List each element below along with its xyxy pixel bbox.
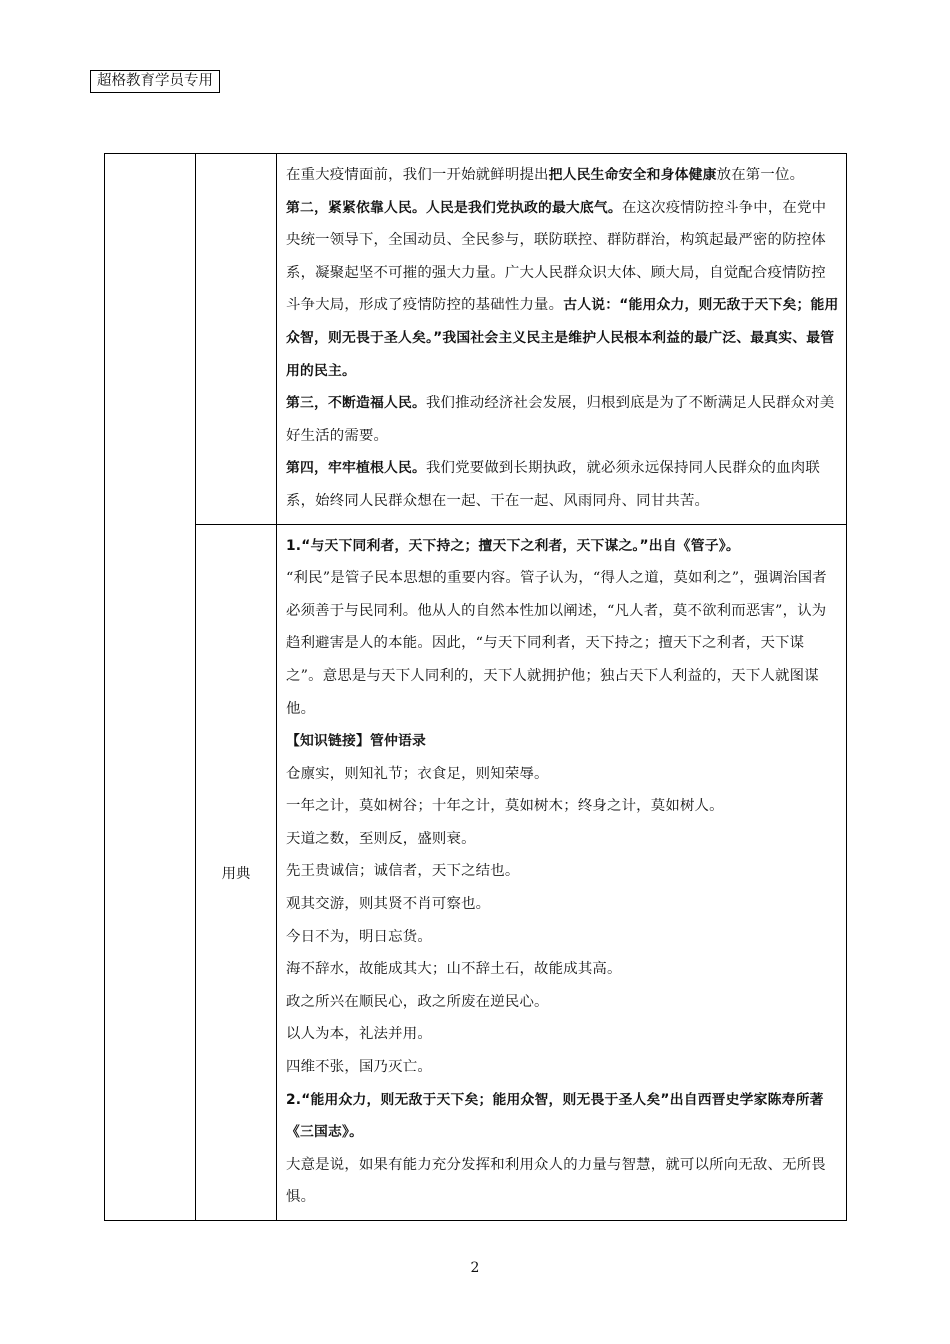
list-item: 以人为本，礼法并用。: [286, 1026, 432, 1043]
list-item: 仓廪实，则知礼节；衣食足，则知荣辱。: [286, 765, 549, 782]
empty-label-cell: [196, 154, 277, 525]
bold-text: 把人民生命安全和身体健康: [548, 167, 717, 183]
list-item: 先王贵诚信；诚信者，天下之结也。: [286, 863, 520, 880]
row-label-yongdian: 用典: [196, 524, 277, 1220]
table-row: [105, 154, 847, 525]
allusion-two-body: 大意是说，如果有能力充分发挥和利用众人的力量与智慧，就可以所向无敌、无所畏惧。: [286, 1156, 826, 1206]
list-item: 天道之数，至则反，盛则衰。: [286, 830, 476, 847]
bold-text: 古人说：“能用众力，则无敌于天下矣；能用众智，则无畏于圣人矣。”我国社会主义民主是维护人民根本利益的最广泛、最真实、最管用的民主。: [286, 297, 839, 379]
list-item: 海不辞水，故能成其大；山不辞土石，故能成其高。: [286, 961, 622, 978]
page-number: 2: [470, 1260, 480, 1276]
guanzhong-quotes-list: [286, 758, 839, 1084]
content-table: [104, 153, 847, 1221]
list-item: 政之所兴在顺民心，政之所废在逆民心。: [286, 993, 549, 1010]
list-item: 一年之计，莫如树谷；十年之计，莫如树木；终身之计，莫如树人。: [286, 798, 724, 815]
allusion-one-body: “利民”是管子民本思想的重要内容。管子认为，“得人之道，莫如利之”，强调治国者必须善于与民同利。他从人的自然本性加以阐述，“凡人者，莫不欲利而恶害”，认为趋利避害是人的本能。因此，“与天下同利者，天下持之；擅天下之利者，天下谋之”。意思是与天下人同利的，天下人就拥护他；独占天下人利益的，天下人就图谋他。: [286, 570, 827, 717]
bold-text: 第二，紧紧依靠人民。人民是我们党执政的最大底气。: [286, 199, 622, 216]
empty-first-column: [105, 154, 196, 1221]
bold-text: 第三，不断造福人民。: [286, 395, 426, 412]
table-row: [105, 524, 847, 1220]
bold-text: 第四，牢牢植根人民。: [286, 460, 426, 477]
paragraph-point-four: 第四，牢牢植根人民。我们党要做到长期执政，就必须永远保持同人民群众的血肉联系，始终同人民群众想在一起、干在一起、风雨同舟、同甘共苦。: [286, 460, 820, 509]
paragraph-point-three: 第三，不断造福人民。我们推动经济社会发展，归根到底是为了不断满足人民群众对美好生活的需要。: [286, 395, 835, 444]
allusion-one-title: 1.“与天下同利者，天下持之；擅天下之利者，天下谋之。”出自《管子》。: [286, 537, 740, 554]
content-cell-points: [277, 154, 847, 525]
paragraph-first-priority: 在重大疫情面前，我们一开始就鲜明提出把人民生命安全和身体健康放在第一位。: [286, 167, 805, 183]
knowledge-link-title: 【知识链接】管仲语录: [286, 733, 426, 750]
paragraph-point-two: 第二，紧紧依靠人民。人民是我们党执政的最大底气。在这次疫情防控斗争中，在党中央统一领导下，全国动员、全民参与，联防联控、群防群治，构筑起最严密的防控体系，凝聚起坚不可摧的强大力量。广大人民群众识大体、顾大局，自觉配合疫情防控斗争大局，形成了疫情防控的基础性力量。古人说：“能用众力，则无敌于天下矣；能用众智，则无畏于圣人矣。”我国社会主义民主是维护人民根本利益的最广泛、最真实、最管用的民主。: [286, 199, 839, 379]
content-cell-allusions: [277, 524, 847, 1220]
list-item: 观其交游，则其贤不肖可察也。: [286, 896, 491, 913]
allusion-two-title: 2.“能用众力，则无敌于天下矣；能用众智，则无畏于圣人矣”出自西晋史学家陈寿所著《三国志》。: [286, 1091, 824, 1141]
list-item: 四维不张，国乃灭亡。: [286, 1059, 432, 1076]
header-tag: 超格教育学员专用: [90, 70, 220, 93]
list-item: 今日不为，明日忘货。: [286, 928, 432, 945]
